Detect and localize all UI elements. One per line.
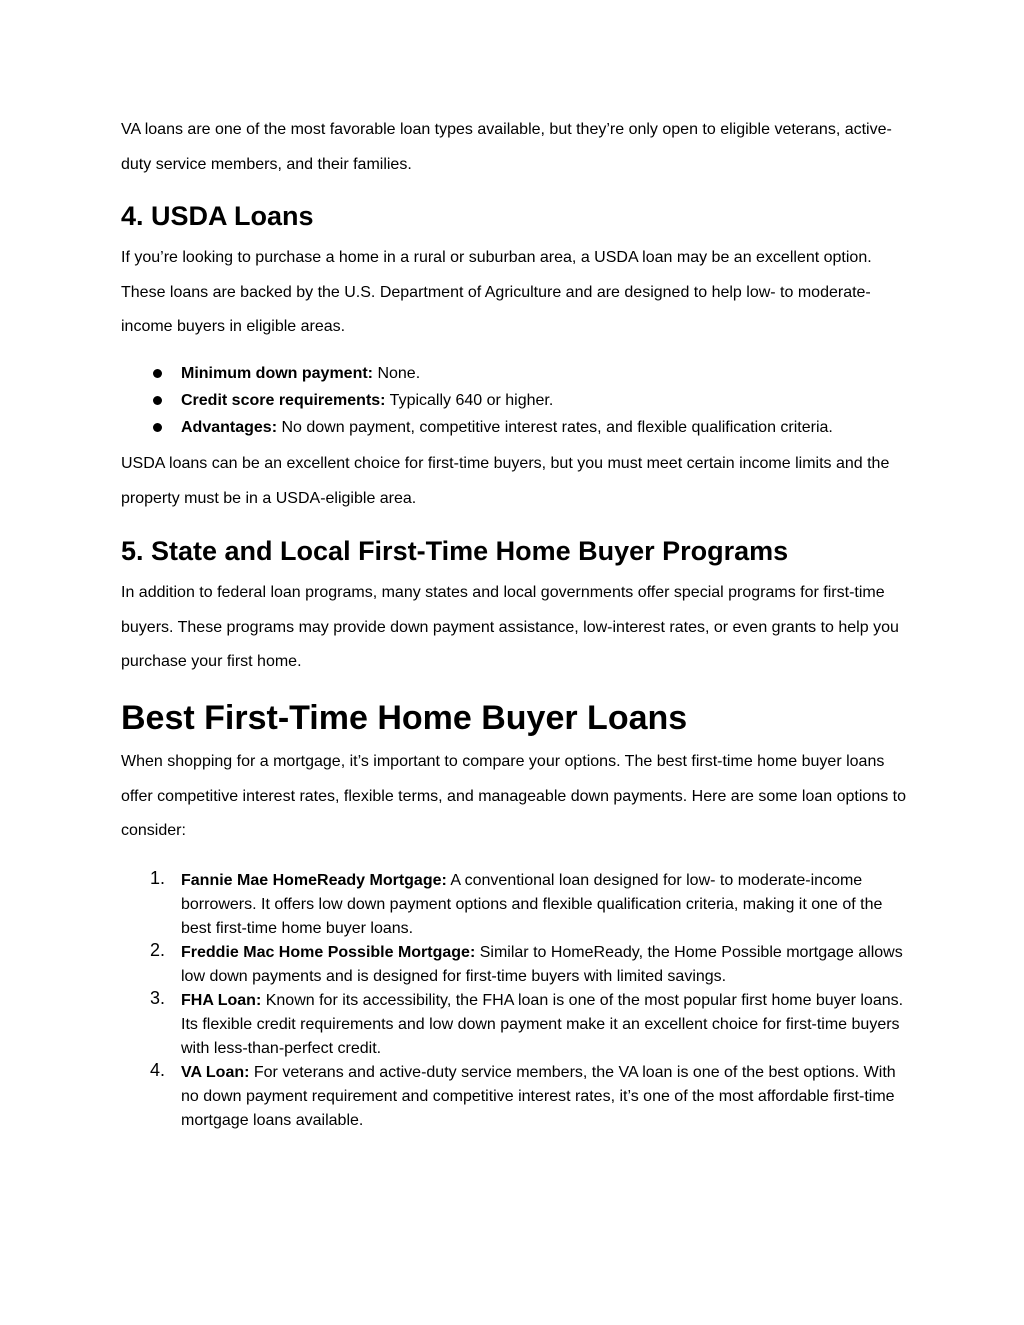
usda-bullet-list [121, 360, 911, 441]
document-content [121, 113, 911, 1133]
state-local-paragraph: In addition to federal loan programs, many states and local governments offer special programs for first-time buyers. These programs may provide down payment assistance, low-interest rates, or even grants to help you purchase your first home. [121, 584, 899, 671]
bullet-icon [153, 396, 162, 405]
list-item [121, 869, 911, 941]
bullet-label: Credit score requirements: [181, 391, 386, 409]
intro-paragraph: VA loans are one of the most favorable loan types available, but they’re only open to eligible veterans, active-duty service members, and their families. [121, 121, 892, 173]
list-item [121, 360, 911, 387]
bullet-label: Minimum down payment: [181, 364, 373, 382]
item-text: A conventional loan designed for low- to moderate-income borrowers. It offers low down payment options and flexible qualification criteria, making it one of the best first-time home buyer loans. [181, 871, 883, 937]
list-item [121, 989, 911, 1061]
item-text: For veterans and active-duty service members, the VA loan is one of the best options. With no down payment requirement and competitive interest rates, it’s one of the most affordable first-time mortgage loans available. [181, 1063, 896, 1129]
item-label: Freddie Mac Home Possible Mortgage: [181, 943, 476, 961]
bullet-label: Advantages: [181, 418, 278, 436]
usda-paragraph: If you’re looking to purchase a home in a rural or suburban area, a USDA loan may be an excellent option. These loans are backed by the U.S. Department of Agriculture and are designed to help low- to moderate-income buyers in eligible areas. [121, 249, 872, 336]
bullet-icon [153, 369, 162, 378]
bullet-text: No down payment, competitive interest rates, and flexible qualification criteria. [277, 418, 833, 436]
item-label: Fannie Mae HomeReady Mortgage: [181, 871, 447, 889]
bullet-text: None. [373, 364, 421, 382]
best-loans-heading: Best First-Time Home Buyer Loans [121, 698, 688, 737]
bullet-icon [153, 423, 162, 432]
item-text: Similar to HomeReady, the Home Possible mortgage allows low down payments and is designed for first-time buyers with limited savings. [181, 943, 903, 985]
item-text: Known for its accessibility, the FHA loan is one of the most popular first home buyer loans. Its flexible credit requirements and low down payment make it an excellent choice for first-time buyers with less-than-perfect credit. [181, 991, 904, 1057]
list-number: 1. [150, 867, 166, 888]
state-local-heading: 5. State and Local First-Time Home Buyer Programs [121, 536, 789, 567]
list-number: 2. [150, 939, 166, 960]
item-label: FHA Loan: [181, 991, 262, 1009]
list-number: 4. [150, 1059, 166, 1080]
list-item [121, 414, 911, 441]
usda-heading: 4. USDA Loans [121, 201, 314, 232]
bullet-text: Typically 640 or higher. [385, 391, 554, 409]
list-item [121, 387, 911, 414]
list-number: 3. [150, 987, 166, 1008]
list-item [121, 941, 911, 989]
best-loans-list [121, 869, 911, 1133]
usda-closing-paragraph: USDA loans can be an excellent choice for first-time buyers, but you must meet certain income limits and the property must be in a USDA-eligible area. [121, 454, 890, 507]
list-item [121, 1061, 911, 1133]
item-label: VA Loan: [181, 1063, 250, 1081]
best-loans-paragraph: When shopping for a mortgage, it’s important to compare your options. The best first-time home buyer loans offer competitive interest rates, flexible terms, and manageable down payments. Here are some loan options to consider: [121, 752, 907, 840]
